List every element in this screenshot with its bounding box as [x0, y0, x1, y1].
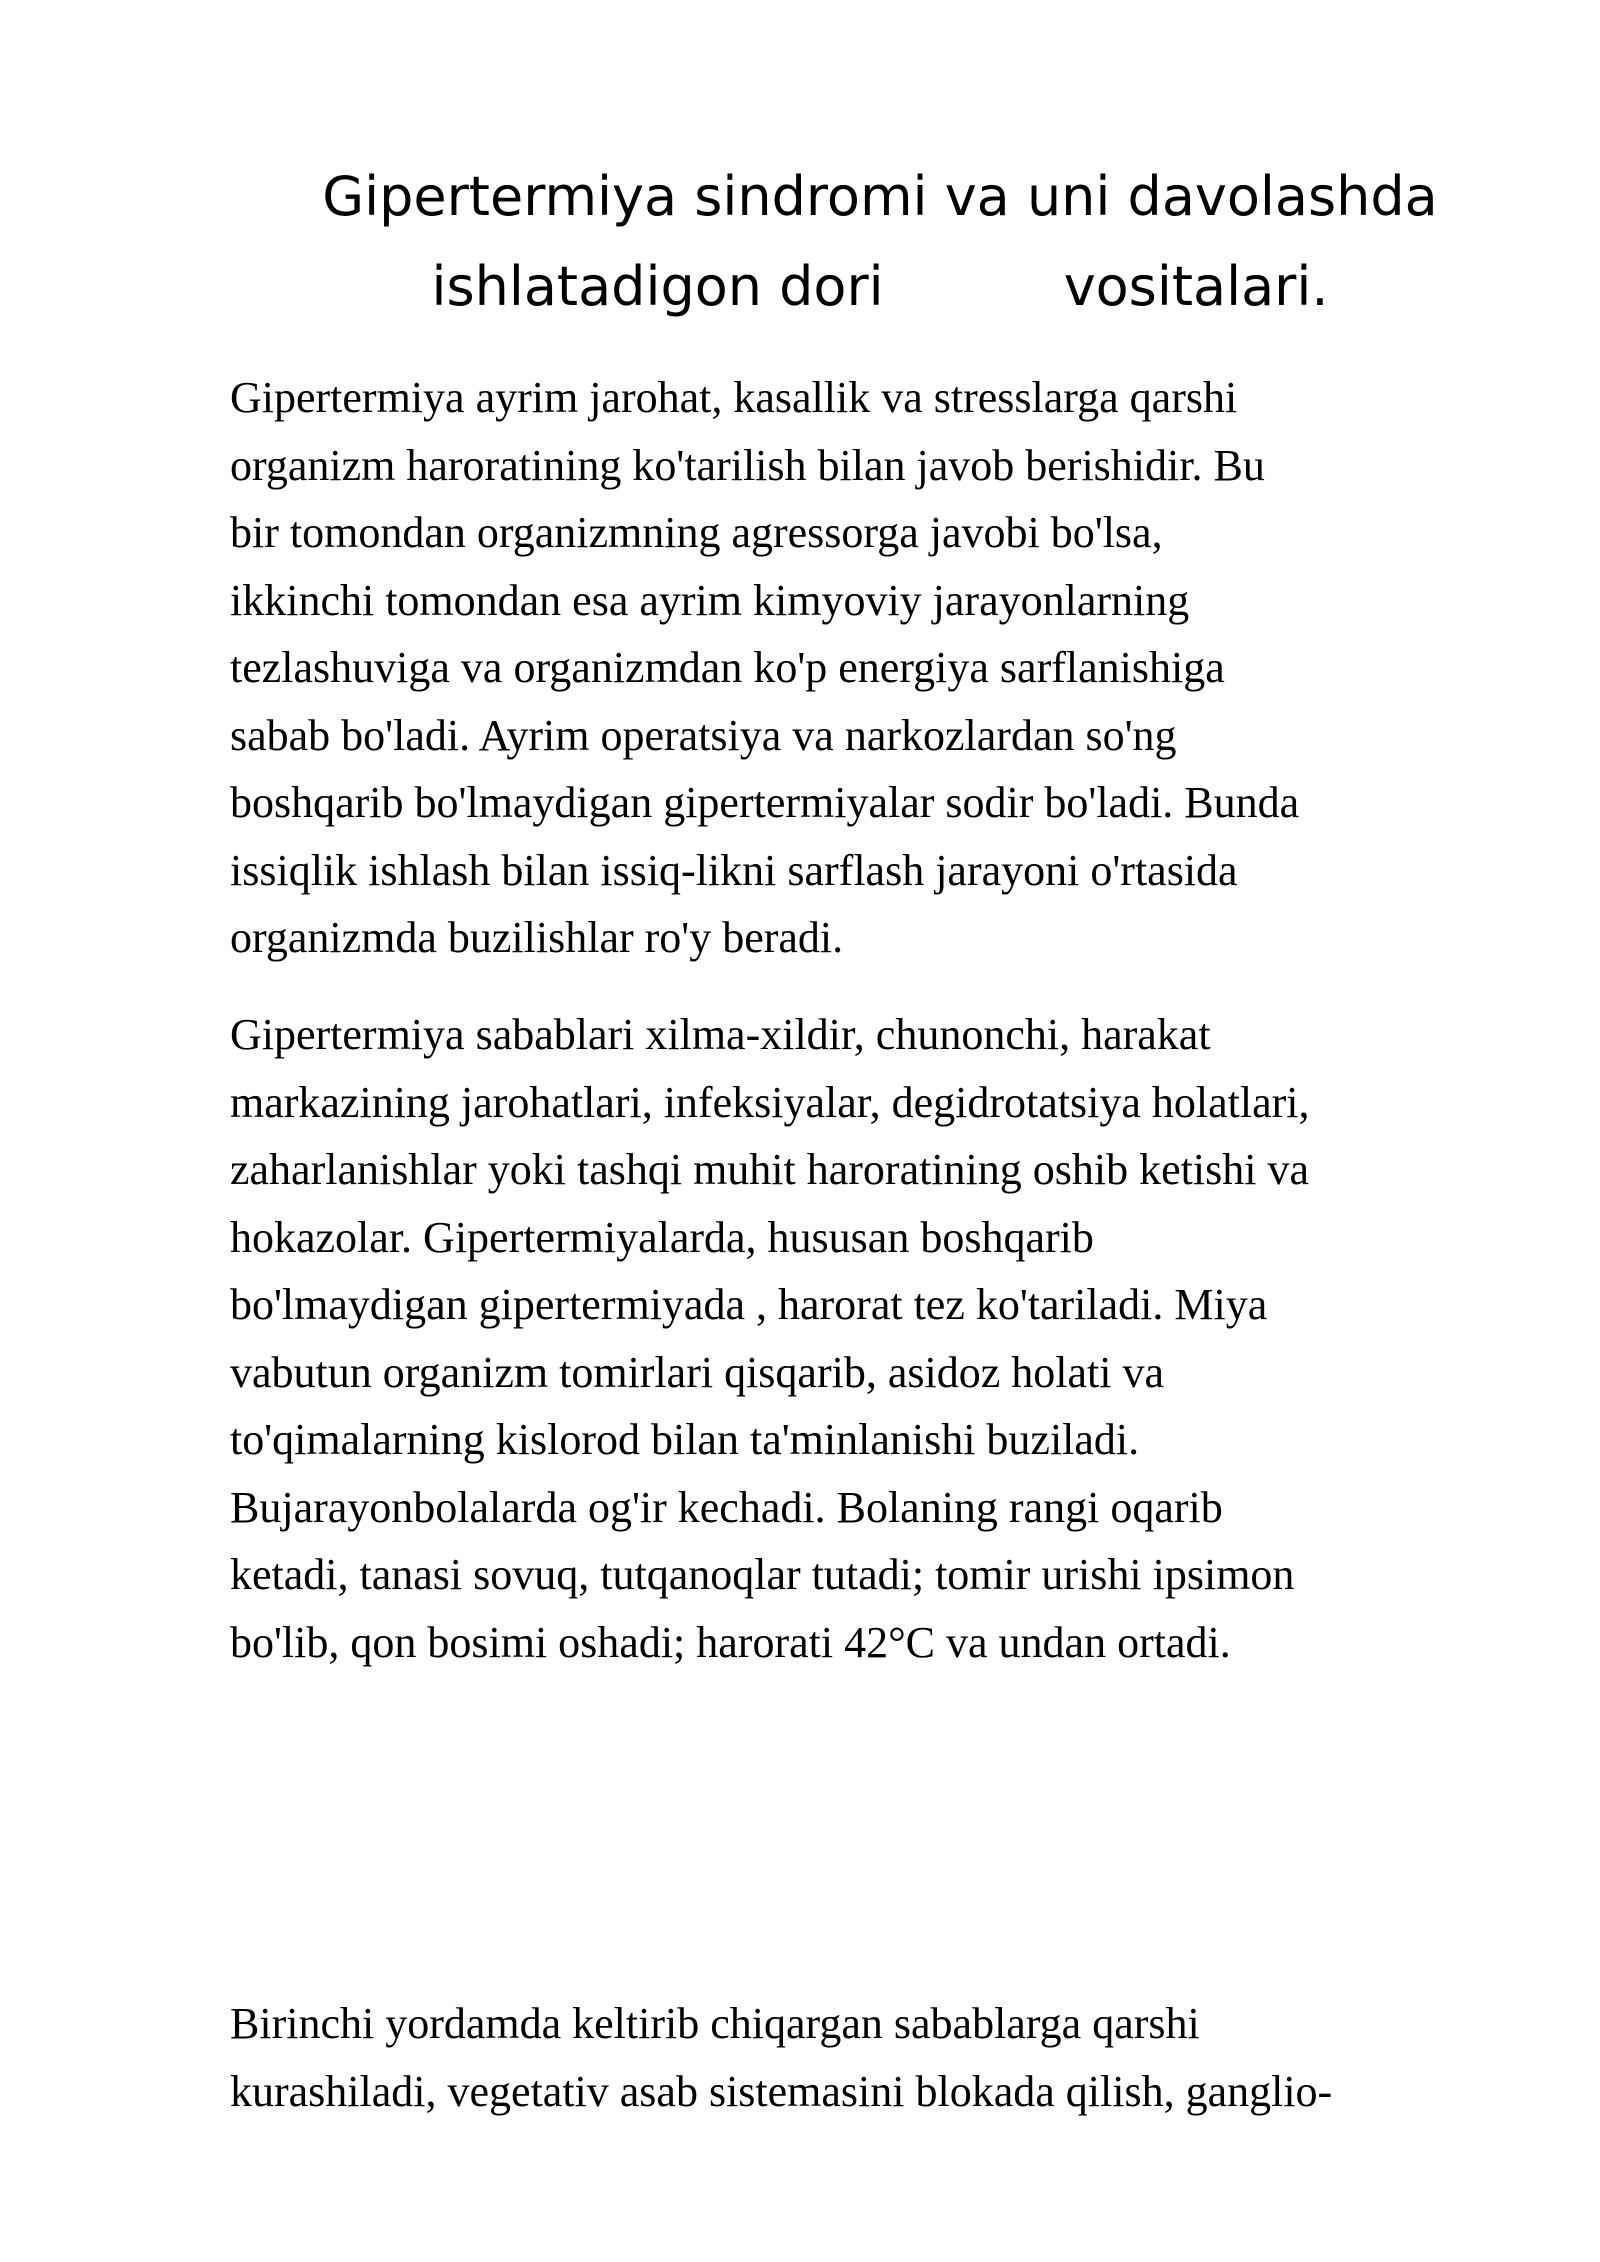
paragraph-line: organizmda buzilishlar ro'y beradi. [230, 913, 844, 962]
paragraph-line: zaharlanishlar yoki tashqi muhit haroratining oshib ketishi va [230, 1145, 1309, 1194]
paragraph-line: ketadi, tanasi sovuq, tutqanoqlar tutadi; tomir urishi ipsimon [230, 1550, 1295, 1599]
paragraph-line: sabab bo'ladi. Ayrim operatsiya va narkozlardan so'ng [230, 710, 1177, 760]
paragraph-line: boshqarib bo'lmaydigan gipertermiyalar sodir bo'ladi. Bunda [230, 778, 1300, 827]
paragraph-line: Gipertermiya sabablari xilma-xildir, chunonchi, harakat [230, 1010, 1211, 1059]
paragraph-line: Bujarayonbolalarda og'ir kechadi. Bolaning rangi oqarib [230, 1482, 1223, 1532]
paragraph-line: vabutun organizm tomirlari qisqarib, asidoz holati va [230, 1347, 1164, 1397]
paragraph-3 [230, 1990, 1530, 2125]
paragraph-2 [230, 1001, 1530, 1676]
paragraph-line: bo'lmaydigan gipertermiyada , harorat tez ko'tariladi. Miya [230, 1280, 1268, 1329]
paragraph-line: organizm haroratining ko'tarilish bilan javob berishidir. Bu [230, 440, 1265, 490]
paragraph-line: hokazolar. Gipertermiyalarda, hususan boshqarib [230, 1212, 1094, 1262]
paragraph-1 [230, 364, 1530, 972]
paragraph-line: bo'lib, qon bosimi oshadi; harorati 42°C va undan ortadi. [230, 1617, 1231, 1667]
paragraph-line: tezlashuviga va organizmdan ko'p energiya sarflanishiga [230, 643, 1225, 692]
title-line-2 [230, 242, 1530, 332]
paragraph-line: issiqlik ishlash bilan issiq-likni sarflash jarayoni o'rtasida [230, 845, 1238, 895]
title-line-1: Gipertermiya sindromi va uni davolashda [322, 165, 1438, 228]
paragraph-line: Birinchi yordamda keltirib chiqargan sabablarga qarshi [230, 1999, 1200, 2048]
paragraph-line: ikkinchi tomondan esa ayrim kimyoviy jarayonlarning [230, 575, 1190, 625]
paragraph-line: bir tomondan organizmning agressorga javobi bo'lsa, [230, 508, 1163, 557]
title-line-2-part-2: vositalari. [1063, 255, 1329, 318]
paragraph-line: to'qimalarning kislorod bilan ta'minlanishi buziladi. [230, 1415, 1140, 1464]
document-title [230, 152, 1530, 332]
paragraph-line: markazining jarohatlari, infeksiyalar, degidrotatsiya holatlari, [230, 1077, 1310, 1127]
title-line-2-part-1: ishlatadigon dori [431, 255, 884, 318]
paragraph-line: kurashiladi, vegetativ asab sistemasini blokada qilish, ganglio- [230, 2066, 1333, 2116]
paragraph-line: Gipertermiya ayrim jarohat, kasallik va stresslarga qarshi [230, 373, 1238, 422]
